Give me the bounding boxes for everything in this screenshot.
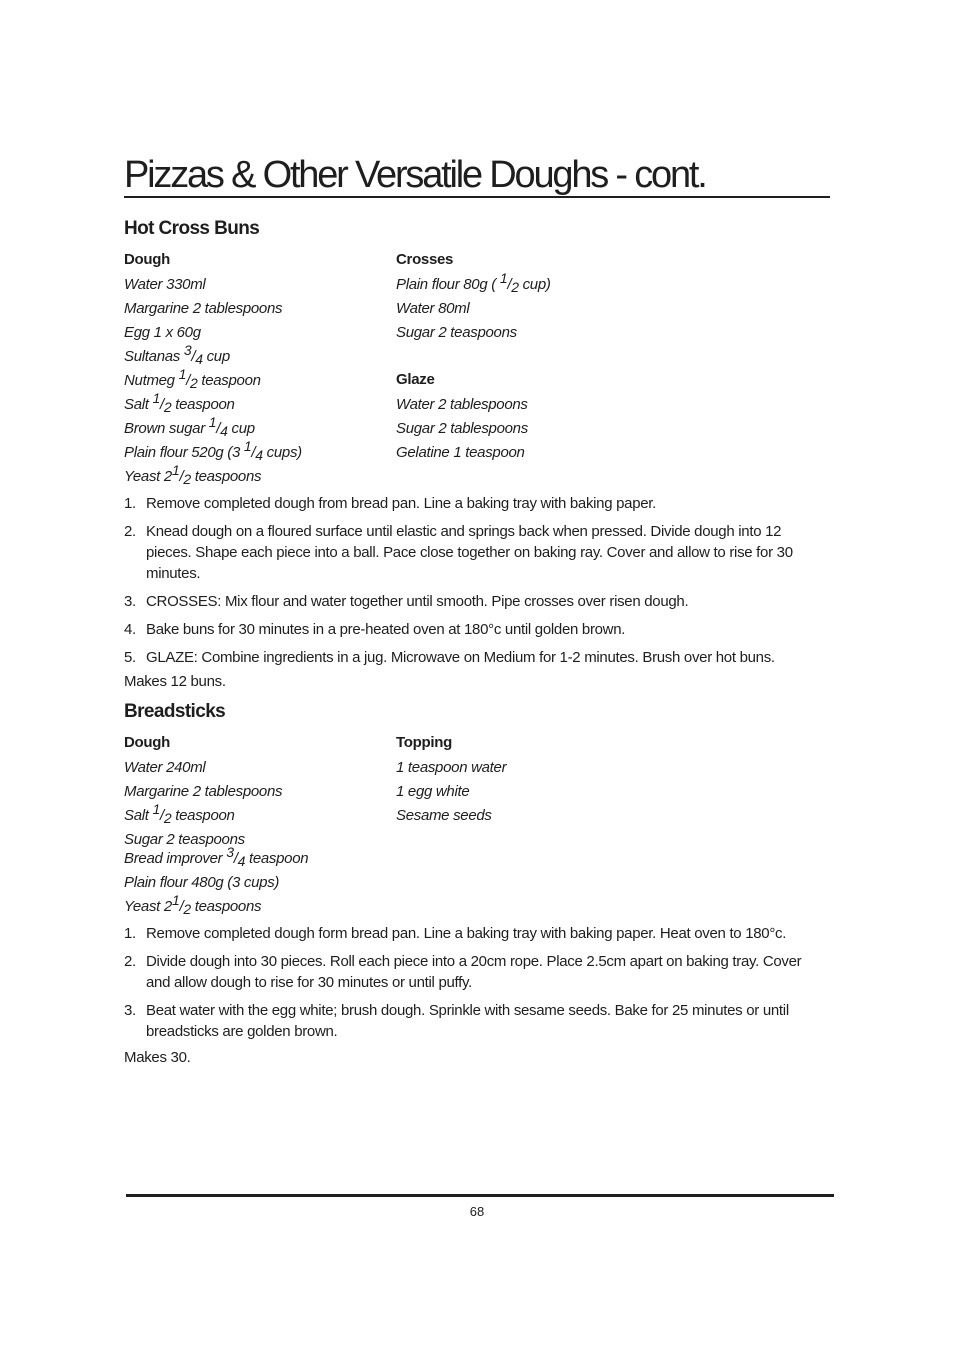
hcb-glaze-heading: Glaze xyxy=(396,371,435,388)
bs-method-list xyxy=(124,923,814,1049)
ingredient-plain-flour: Plain flour 80g ( $^1/_2$ cup) xyxy=(396,270,551,295)
method-step: 4. Bake buns for 30 minutes in a pre-heated oven at 180°c until golden brown. xyxy=(124,621,626,638)
footer-rule xyxy=(126,1194,834,1197)
ingredient-yeast: Yeast $2^1/_2$ teaspoons xyxy=(124,462,262,487)
ingredient-water: Water 330ml xyxy=(124,276,206,293)
ingredient-yeast: Yeast $2^1/_2$ teaspoons xyxy=(124,892,262,917)
recipe-title-breadsticks: Breadsticks xyxy=(124,701,226,722)
method-step: 1. Remove completed dough form bread pan. Line a baking tray with baking paper. Heat oven to 180°c. xyxy=(124,925,787,942)
bs-yield: Makes 30. xyxy=(124,1049,191,1066)
ingredient-water: 1 teaspoon water xyxy=(396,759,507,776)
bs-dough-heading: Dough xyxy=(124,734,170,751)
hcb-method-list xyxy=(124,493,814,675)
ingredient-water: Water 2 tablespoons xyxy=(396,396,528,413)
hcb-dough-heading: Dough xyxy=(124,251,170,268)
ingredient-sultanas: Sultanas $^3/_4$ cup xyxy=(124,342,230,367)
ingredient-brown-sugar: Brown sugar $^1/_4$ cup xyxy=(124,414,255,439)
ingredient-margarine: Margarine 2 tablespoons xyxy=(124,783,283,800)
method-step: 3. Beat water with the egg white; brush dough. Sprinkle with sesame seeds. Bake for 25 minutes or until breadsticks are golden brown. xyxy=(124,1002,789,1040)
bs-topping-column xyxy=(396,733,506,829)
recipe-title-hot-cross-buns: Hot Cross Buns xyxy=(124,218,260,239)
page-title: Pizzas & Other Versatile Doughs - cont. xyxy=(124,154,706,196)
method-step: 1. Remove completed dough from bread pan. Line a baking tray with baking paper. xyxy=(124,495,657,512)
ingredient-plain-flour: Plain flour 520g (3 $^1/_4$ cups) xyxy=(124,438,302,463)
ingredient-gelatine: Gelatine 1 teaspoon xyxy=(396,444,525,461)
ingredient-sesame-seeds: Sesame seeds xyxy=(396,807,492,824)
page-number: 68 xyxy=(469,1204,485,1219)
ingredient-sugar: Sugar 2 teaspoons xyxy=(124,831,245,848)
title-underline xyxy=(124,196,830,198)
ingredient-egg-white: 1 egg white xyxy=(396,783,470,800)
bs-dough-column xyxy=(124,733,308,920)
method-step: 2. Knead dough on a floured surface until elastic and springs back when pressed. Divide dough into 12 pieces. Shape each piece into a ball. Pace close together on baking ray. Cover and allow to rise for 30 minutes. xyxy=(124,523,793,582)
ingredient-sugar: Sugar 2 teaspoons xyxy=(396,324,517,341)
method-step: 2. Divide dough into 30 pieces. Roll each piece into a 20cm rope. Place 2.5cm apart on baking tray. Cover and allow dough to rise for 30 minutes or until puffy. xyxy=(124,953,802,991)
method-step: 3. CROSSES: Mix flour and water together until smooth. Pipe crosses over risen dough. xyxy=(124,593,689,610)
ingredient-sugar: Sugar 2 tablespoons xyxy=(396,420,528,437)
ingredient-water: Water 240ml xyxy=(124,759,206,776)
bs-topping-heading: Topping xyxy=(396,734,452,751)
hcb-crosses-glaze-column xyxy=(396,250,551,466)
hcb-yield: Makes 12 buns. xyxy=(124,673,226,690)
ingredient-egg: Egg 1 x 60g xyxy=(124,324,201,341)
ingredient-bread-improver: Bread improver $^3/_4$ teaspoon xyxy=(124,844,309,869)
ingredient-plain-flour: Plain flour 480g (3 cups) xyxy=(124,874,280,891)
spacer xyxy=(396,346,551,370)
hcb-crosses-heading: Crosses xyxy=(396,251,454,268)
hcb-dough-column xyxy=(124,250,302,490)
ingredient-nutmeg: Nutmeg $^1/_2$ teaspoon xyxy=(124,366,261,391)
ingredient-water: Water 80ml xyxy=(396,300,470,317)
ingredient-salt: Salt $^1/_2$ teaspoon xyxy=(124,801,235,826)
ingredient-salt: Salt $^1/_2$ teaspoon xyxy=(124,390,235,415)
ingredient-margarine: Margarine 2 tablespoons xyxy=(124,300,283,317)
method-step: 5. GLAZE: Combine ingredients in a jug. Microwave on Medium for 1-2 minutes. Brush over hot buns. xyxy=(124,649,775,666)
